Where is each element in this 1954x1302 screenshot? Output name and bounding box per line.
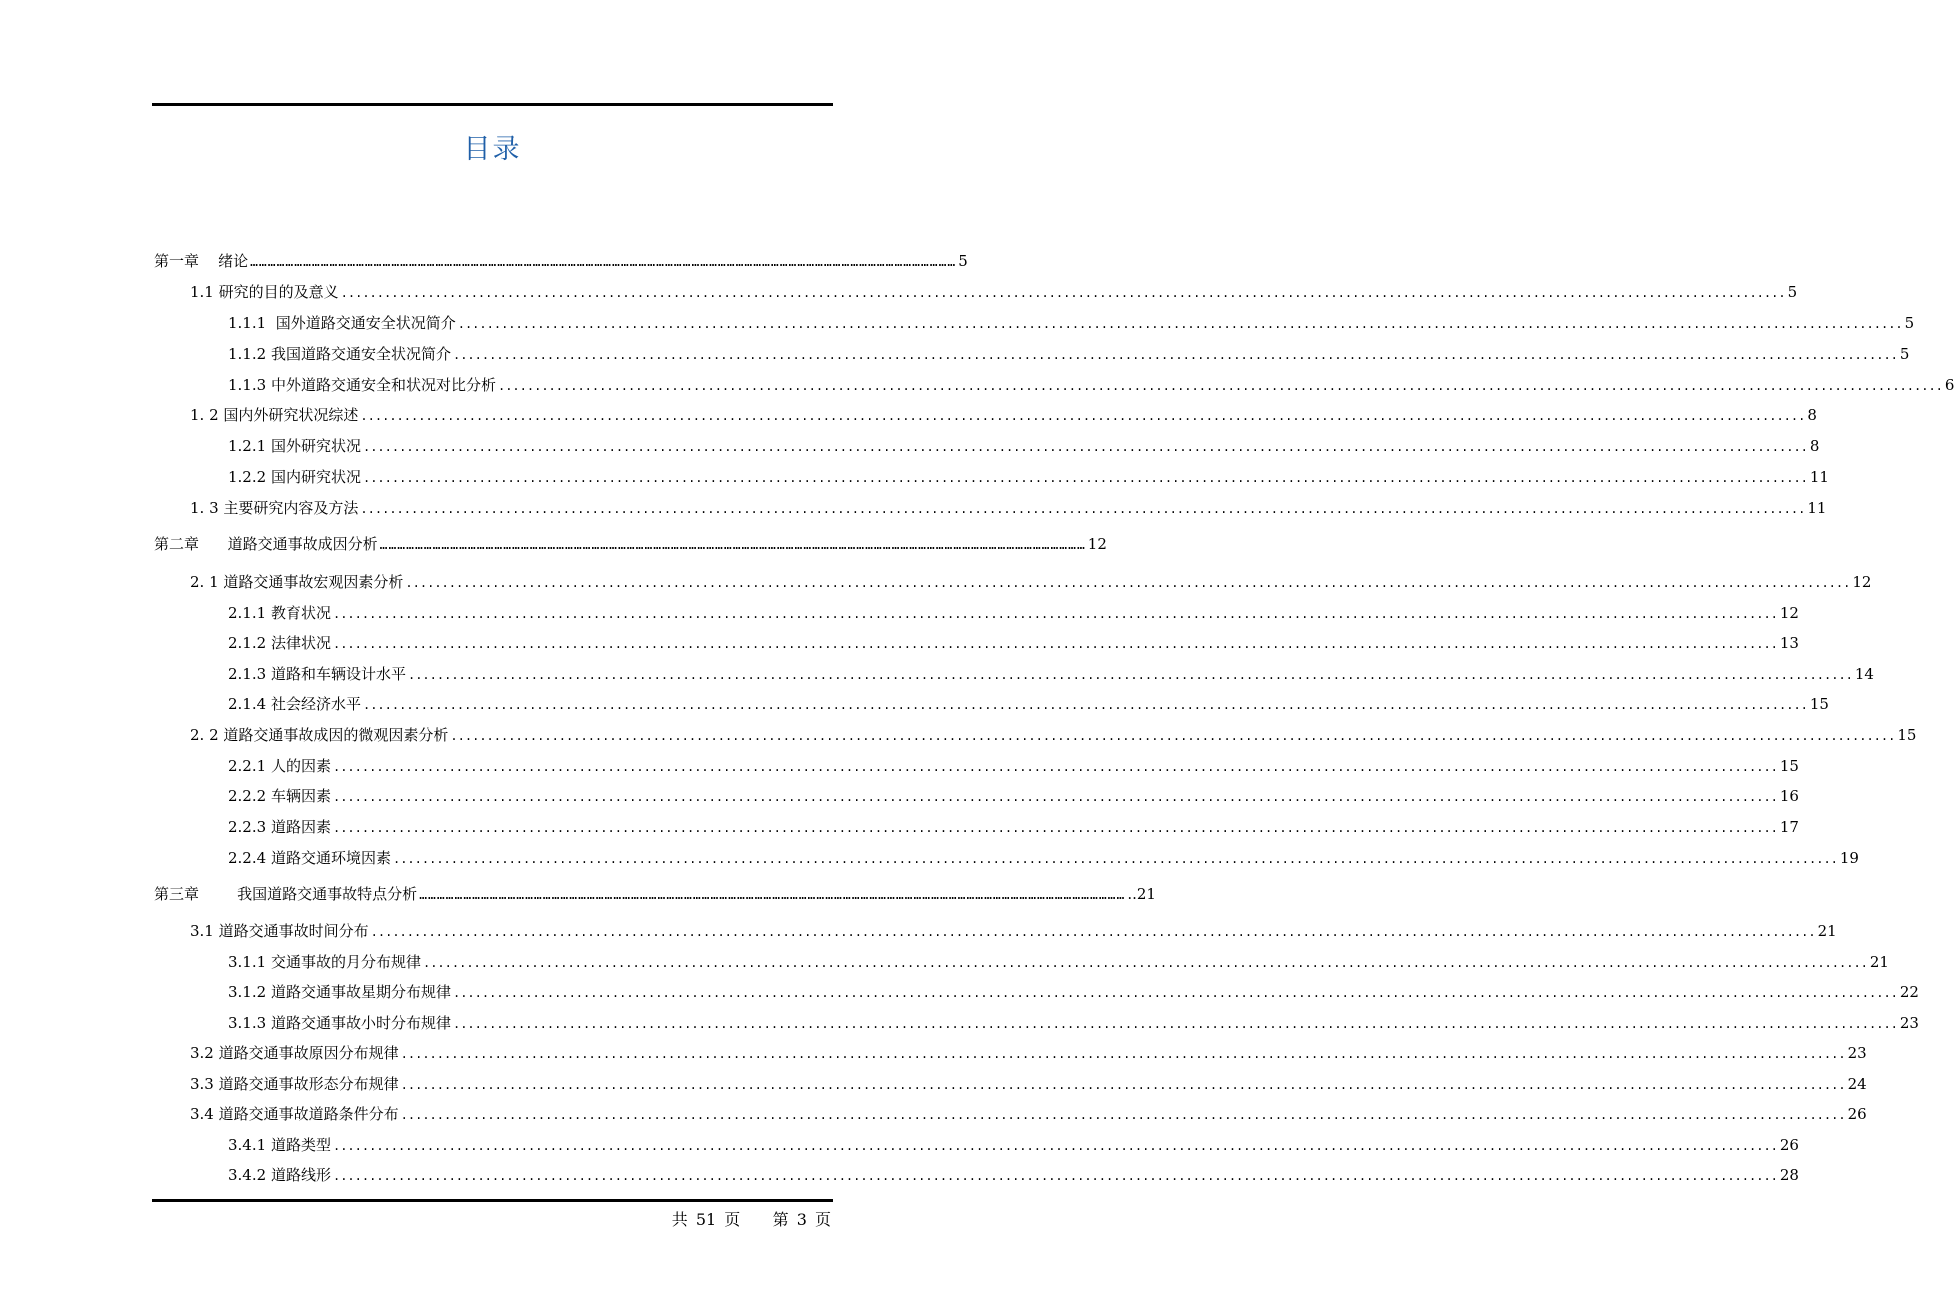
toc-entry-title: 国外道路交通安全状况简介 <box>275 314 456 332</box>
toc-entry-number: 1.2.2 <box>228 468 267 486</box>
toc-entry-number: 第三章 <box>154 885 200 903</box>
toc-entry-title: 人的因素 <box>270 757 331 775</box>
toc-entry-number: 1.1.1 <box>228 314 267 332</box>
toc-entry-title: 道路交通事故形态分布规律 <box>218 1075 399 1093</box>
toc-entry-title: 教育状况 <box>270 604 331 622</box>
toc-dot-leader: ........................................................................................................................................................................................................ <box>332 1169 1778 1183</box>
toc-entry-title: 道路因素 <box>270 818 331 836</box>
toc-entry-number: 2.1.2 <box>228 634 267 652</box>
toc-entry-number: 3.1.3 <box>228 1014 267 1032</box>
toc-entry-page: 12 <box>1779 604 1799 622</box>
toc-entry-number: 3.1 <box>190 922 214 940</box>
toc-entry-title: 法律状况 <box>270 634 331 652</box>
toc-entry-title: 道路类型 <box>270 1136 331 1154</box>
toc-entry[interactable] <box>190 493 1827 523</box>
toc-dot-leader: …………………………………………………………………………………………………………………………………………………………………………………………………………………… <box>419 888 1126 903</box>
toc-dot-leader: ........................................................................................................................................................................................................ <box>497 379 1943 393</box>
toc-entry-page: 21 <box>1869 953 1889 971</box>
toc-entry-page: 23 <box>1899 1014 1919 1032</box>
toc-entry-page: 15 <box>1779 757 1799 775</box>
toc-entry-gap <box>199 246 218 276</box>
toc-entry[interactable] <box>228 1130 1799 1160</box>
toc-dot-leader: ........................................................................................................................................................................................................ <box>360 502 1806 516</box>
toc-entry-page: 8 <box>1809 437 1820 455</box>
toc-entry-page: 5 <box>1904 314 1915 332</box>
toc-entry-title: 道路交通事故时间分布 <box>218 922 369 940</box>
toc-entry-page: 5 <box>1787 283 1798 301</box>
toc-entry[interactable] <box>228 339 1910 369</box>
toc-dot-leader: …………………………………………………………………………………………………………………………………………………………………………………………………………………… <box>379 538 1086 553</box>
toc-entry-number: 第一章 <box>154 252 200 270</box>
toc-dot-leader: …………………………………………………………………………………………………………………………………………………………………………………………………………………… <box>250 255 957 270</box>
toc-entry-page: 5 <box>1899 345 1910 363</box>
toc-entry[interactable] <box>228 659 1874 689</box>
toc-entry[interactable] <box>228 431 1820 461</box>
toc-entry-number: 1. 2 <box>190 406 219 424</box>
toc-entry[interactable] <box>228 689 1829 719</box>
toc-entry-number: 1.1.2 <box>228 345 267 363</box>
toc-entry-number: 3.4.2 <box>228 1166 267 1184</box>
toc-entry[interactable] <box>228 977 1919 1007</box>
toc-dot-leader: ........................................................................................................................................................................................................ <box>332 637 1778 651</box>
toc-entry-number: 2.2.3 <box>228 818 267 836</box>
toc-dot-leader: ........................................................................................................................................................................................................ <box>340 286 1786 300</box>
toc-dot-leader: ........................................................................................................................................................................................................ <box>392 852 1838 866</box>
toc-entry[interactable] <box>190 720 1917 750</box>
toc-entry[interactable] <box>228 751 1799 781</box>
toc-entry-number: 1.1.3 <box>228 376 267 394</box>
toc-dot-leader: ........................................................................................................................................................................................................ <box>450 729 1896 743</box>
toc-entry-page: 12 <box>1852 573 1872 591</box>
toc-dot-leader: ........................................................................................................................................................................................................ <box>452 1017 1898 1031</box>
toc-dot-leader: ........................................................................................................................................................................................................ <box>400 1108 1846 1122</box>
toc-entry-title: 道路交通事故道路条件分布 <box>218 1105 399 1123</box>
toc-entry-gap <box>199 879 237 909</box>
toc-entry-page: 19 <box>1839 849 1859 867</box>
toc-entry[interactable] <box>190 1038 1867 1068</box>
toc-entry[interactable] <box>190 1099 1867 1129</box>
header-rule <box>152 103 833 106</box>
toc-dot-leader: ........................................................................................................................................................................................................ <box>332 821 1778 835</box>
toc-entry-page: 14 <box>1854 665 1874 683</box>
toc-entry-number: 2.2.4 <box>228 849 267 867</box>
toc-dot-leader: ........................................................................................................................................................................................................ <box>332 1139 1778 1153</box>
toc-entry-title: 道路和车辆设计水平 <box>270 665 406 683</box>
toc-entry[interactable] <box>228 812 1799 842</box>
toc-entry-number: 3.2 <box>190 1044 214 1062</box>
toc-dot-leader: ........................................................................................................................................................................................................ <box>400 1078 1846 1092</box>
toc-entry-number: 2.2.1 <box>228 757 267 775</box>
toc-entry-page: 21 <box>1817 922 1837 940</box>
toc-entry-page: 22 <box>1899 983 1919 1001</box>
toc-dot-leader: ........................................................................................................................................................................................................ <box>332 760 1778 774</box>
toc-entry[interactable] <box>190 277 1798 307</box>
toc-entry[interactable] <box>154 246 968 276</box>
toc-entry[interactable] <box>154 879 1156 909</box>
toc-dot-leader: ........................................................................................................................................................................................................ <box>405 576 1851 590</box>
toc-entry[interactable] <box>228 370 1954 400</box>
toc-dot-leader: ........................................................................................................................................................................................................ <box>362 440 1808 454</box>
toc-entry-page: 28 <box>1779 1166 1799 1184</box>
toc-entry-page: 15 <box>1809 695 1829 713</box>
toc-entry[interactable] <box>228 1008 1919 1038</box>
toc-entry-number: 2.1.3 <box>228 665 267 683</box>
toc-entry-number: 2. 1 <box>190 573 219 591</box>
toc-entry-title: 道路交通事故宏观因素分析 <box>223 573 404 591</box>
toc-entry-title: 我国道路交通事故特点分析 <box>237 885 418 903</box>
toc-entry-title: 道路交通事故星期分布规律 <box>270 983 451 1001</box>
toc-entry[interactable] <box>154 529 1107 559</box>
toc-dot-leader: ........................................................................................................................................................................................................ <box>370 925 1816 939</box>
toc-entry-page: 11 <box>1809 468 1829 486</box>
footer-rule <box>152 1199 833 1202</box>
toc-entry-gap <box>266 308 276 338</box>
toc-entry[interactable] <box>190 1069 1867 1099</box>
toc-entry-title: 国内外研究状况综述 <box>223 406 359 424</box>
toc-entry-number: 2. 2 <box>190 726 219 744</box>
footer-total-pages: 共 51 页 <box>671 1210 741 1229</box>
footer-current-page: 第 3 页 <box>772 1210 831 1229</box>
toc-entry-title: 主要研究内容及方法 <box>223 499 359 517</box>
toc-entry-page: 11 <box>1807 499 1827 517</box>
toc-entry-page: 17 <box>1779 818 1799 836</box>
toc-entry-page: 6 <box>1944 376 1954 394</box>
toc-entry-title: 研究的目的及意义 <box>218 283 339 301</box>
toc-entry-number: 3.1.2 <box>228 983 267 1001</box>
toc-entry-page: 23 <box>1847 1044 1867 1062</box>
toc-entry-number: 3.3 <box>190 1075 214 1093</box>
toc-dot-leader: ........................................................................................................................................................................................................ <box>362 698 1808 712</box>
toc-entry[interactable] <box>190 916 1837 946</box>
toc-entry-page: 13 <box>1779 634 1799 652</box>
toc-entry-page: 26 <box>1779 1136 1799 1154</box>
toc-dot-leader: ........................................................................................................................................................................................................ <box>362 471 1808 485</box>
toc-entry-title: 中外道路交通安全和状况对比分析 <box>270 376 496 394</box>
toc-entry-title: 交通事故的月分布规律 <box>270 953 421 971</box>
toc-entry[interactable] <box>228 628 1799 658</box>
toc-entry[interactable] <box>228 598 1799 628</box>
toc-entry-title: 绪论 <box>218 252 249 270</box>
toc-entry-title: 车辆因素 <box>270 787 331 805</box>
toc-entry-title: 社会经济水平 <box>270 695 361 713</box>
toc-entry-page: ..21 <box>1127 885 1156 903</box>
toc-dot-leader: ........................................................................................................................................................................................................ <box>457 317 1903 331</box>
toc-dot-leader: ........................................................................................................................................................................................................ <box>452 986 1898 1000</box>
page-title: 目录 <box>463 134 522 165</box>
toc-dot-leader: ........................................................................................................................................................................................................ <box>452 348 1898 362</box>
toc-entry-number: 1.2.1 <box>228 437 267 455</box>
toc-entry-title: 道路交通事故成因分析 <box>227 535 378 553</box>
toc-entry-page: 12 <box>1087 535 1107 553</box>
toc-entry[interactable] <box>190 400 1817 430</box>
toc-entry-number: 2.1.4 <box>228 695 267 713</box>
toc-entry-gap <box>199 529 228 559</box>
toc-entry-title: 道路交通事故小时分布规律 <box>270 1014 451 1032</box>
toc-entry[interactable] <box>190 567 1872 597</box>
toc-entry-number: 3.1.1 <box>228 953 267 971</box>
toc-entry-number: 3.4 <box>190 1105 214 1123</box>
toc-entry-page: 15 <box>1897 726 1917 744</box>
toc-dot-leader: ........................................................................................................................................................................................................ <box>332 607 1778 621</box>
toc-entry[interactable] <box>228 462 1829 492</box>
toc-entry-title: 道路交通环境因素 <box>270 849 391 867</box>
toc-entry-title: 国内研究状况 <box>270 468 361 486</box>
toc-entry-title: 道路交通事故原因分布规律 <box>218 1044 399 1062</box>
toc-entry-title: 我国道路交通安全状况简介 <box>270 345 451 363</box>
toc-entry[interactable] <box>228 843 1859 873</box>
toc-entry-page: 8 <box>1807 406 1817 424</box>
toc-entry-number: 2.2.2 <box>228 787 267 805</box>
toc-entry-page: 16 <box>1779 787 1799 805</box>
toc-entry[interactable] <box>228 947 1889 977</box>
toc-entry-title: 道路线形 <box>270 1166 331 1184</box>
toc-entry[interactable] <box>228 781 1799 811</box>
toc-entry[interactable] <box>228 308 1915 338</box>
toc-dot-leader: ........................................................................................................................................................................................................ <box>407 668 1853 682</box>
toc-dot-leader: ........................................................................................................................................................................................................ <box>360 409 1806 423</box>
toc-entry-number: 3.4.1 <box>228 1136 267 1154</box>
toc-dot-leader: ........................................................................................................................................................................................................ <box>332 790 1778 804</box>
toc-entry-page: 5 <box>958 252 968 270</box>
toc-entry-page: 26 <box>1847 1105 1867 1123</box>
toc-entry-number: 第二章 <box>154 535 200 553</box>
toc-dot-leader: ........................................................................................................................................................................................................ <box>400 1047 1846 1061</box>
page-footer <box>672 1207 831 1230</box>
toc-entry-title: 国外研究状况 <box>270 437 361 455</box>
toc-entry-title: 道路交通事故成因的微观因素分析 <box>223 726 449 744</box>
toc-dot-leader: ........................................................................................................................................................................................................ <box>422 956 1868 970</box>
toc-entry-number: 2.1.1 <box>228 604 267 622</box>
toc-entry-page: 24 <box>1847 1075 1867 1093</box>
toc-entry-number: 1. 3 <box>190 499 219 517</box>
toc-entry[interactable] <box>228 1160 1799 1190</box>
toc-entry-number: 1.1 <box>190 283 214 301</box>
